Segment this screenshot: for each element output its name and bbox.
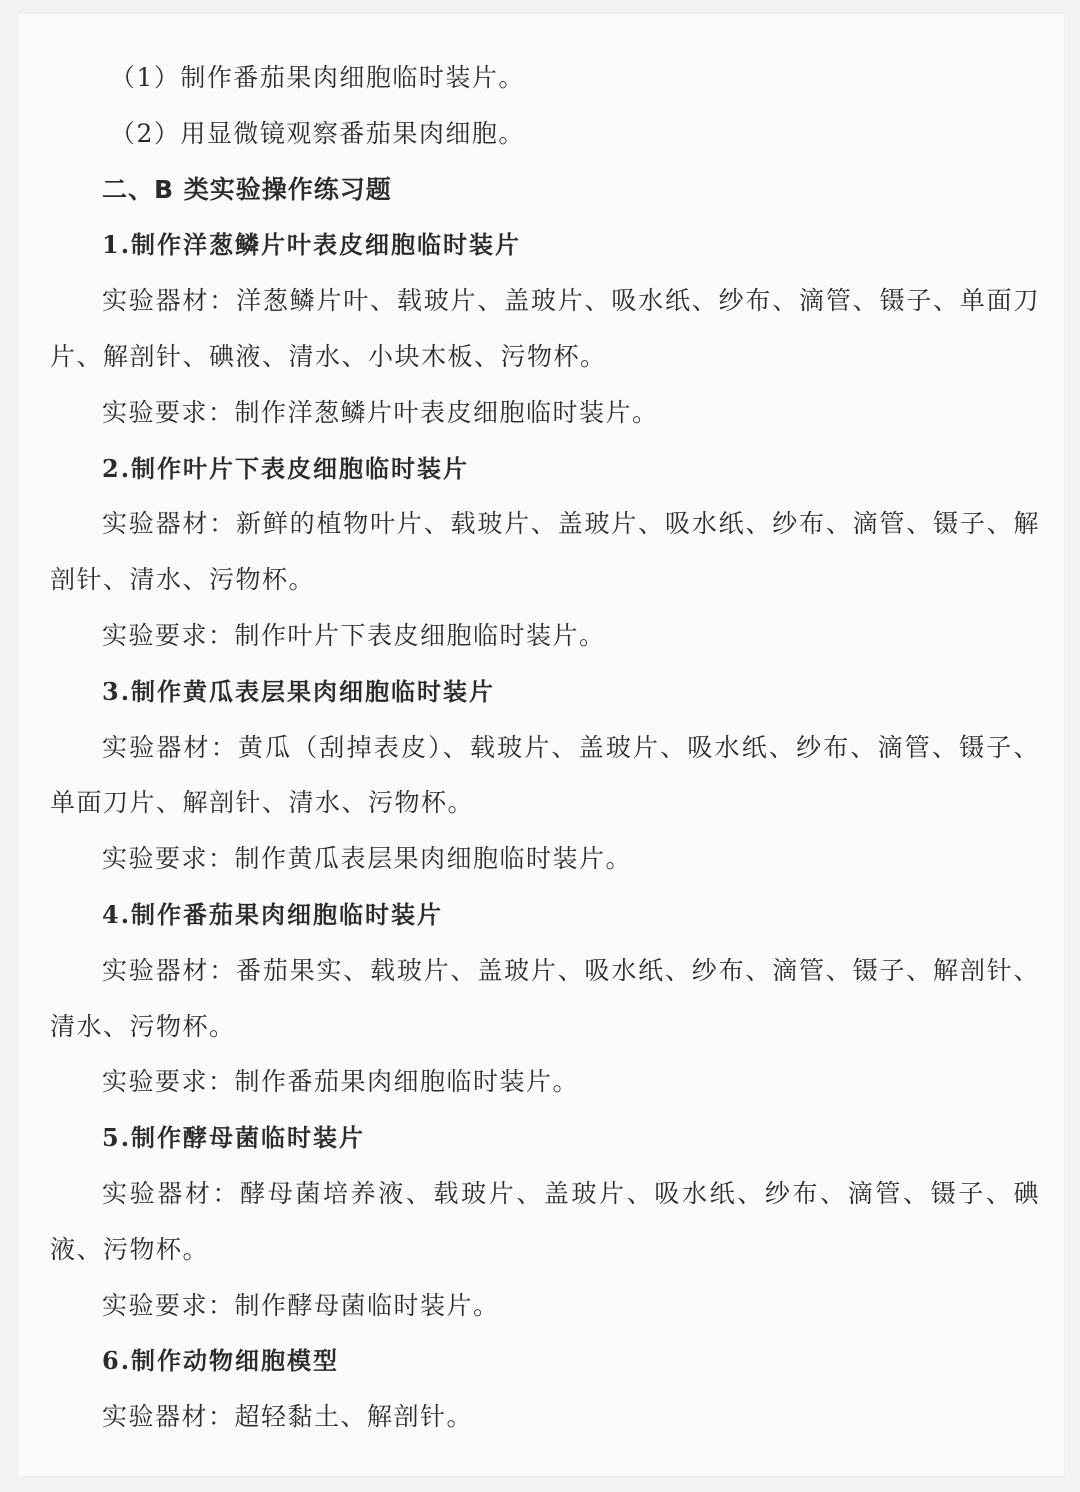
requirement-label: 实验要求：	[102, 397, 235, 427]
materials-text: 洋葱鳞片叶、载玻片、盖玻片、吸水纸、纱布、滴管、镊子、单面刀片、解剖针、碘液、清水、小块木板、污物杯。	[50, 286, 1040, 371]
top-item: （1）制作番茄果肉细胞临时装片。	[110, 63, 525, 92]
requirement-label: 实验要求：	[102, 1290, 235, 1320]
exercise-requirement	[50, 608, 1040, 664]
exercise-title: 3.制作黄瓜表层果肉细胞临时装片	[102, 676, 496, 706]
materials-label: 实验器材：	[102, 732, 238, 762]
exercise-title: 2.制作叶片下表皮细胞临时装片	[102, 453, 470, 483]
exercise-materials	[50, 720, 1040, 832]
materials-label: 实验器材：	[102, 286, 237, 316]
exercise-materials	[50, 496, 1040, 608]
materials-text: 酵母菌培养液、载玻片、盖玻片、吸水纸、纱布、滴管、镊子、碘液、污物杯。	[50, 1178, 1040, 1264]
requirement-text: 制作番茄果肉细胞临时装片。	[234, 1067, 580, 1097]
document-body	[50, 50, 1040, 1445]
exercise-title: 4.制作番茄果肉细胞临时装片	[102, 899, 444, 929]
materials-text: 番茄果实、载玻片、盖玻片、吸水纸、纱布、滴管、镊子、解剖针、清水、污物杯。	[50, 955, 1040, 1041]
materials-text: 黄瓜（刮掉表皮）、载玻片、盖玻片、吸水纸、纱布、滴管、镊子、单面刀片、解剖针、清水、污物杯。	[50, 732, 1040, 818]
section-title: 二、B 类实验操作练习题	[102, 174, 392, 204]
exercise-materials	[50, 1166, 1040, 1278]
materials-label: 实验器材：	[102, 955, 237, 985]
exercise-title: 5.制作酵母菌临时装片	[102, 1123, 366, 1153]
requirement-label: 实验要求：	[102, 620, 235, 650]
exercise-materials	[50, 273, 1040, 385]
materials-label: 实验器材：	[102, 1402, 235, 1432]
requirement-label: 实验要求：	[102, 1067, 235, 1097]
requirement-text: 制作酵母菌临时装片。	[234, 1290, 500, 1320]
materials-label: 实验器材：	[102, 1178, 241, 1208]
exercise-materials	[50, 943, 1040, 1055]
exercise-requirement	[50, 385, 1040, 441]
exercise-requirement	[50, 831, 1040, 887]
materials-text: 超轻黏土、解剖针。	[234, 1402, 474, 1432]
requirement-text: 制作黄瓜表层果肉细胞临时装片。	[234, 844, 633, 874]
exercise-requirement	[50, 1278, 1040, 1334]
top-item: （2）用显微镜观察番茄果肉细胞。	[110, 118, 525, 148]
materials-label: 实验器材：	[102, 509, 237, 539]
requirement-label: 实验要求：	[102, 844, 235, 874]
exercise-title: 6.制作动物细胞模型	[102, 1346, 340, 1376]
exercise-materials	[50, 1389, 1040, 1445]
document-page	[18, 14, 1064, 1476]
requirement-text: 制作叶片下表皮细胞临时装片。	[234, 620, 606, 650]
exercise-requirement	[50, 1054, 1040, 1110]
exercise-title: 1.制作洋葱鳞片叶表皮细胞临时装片	[102, 230, 522, 260]
materials-text: 新鲜的植物叶片、载玻片、盖玻片、吸水纸、纱布、滴管、镊子、解剖针、清水、污物杯。	[50, 509, 1040, 595]
requirement-text: 制作洋葱鳞片叶表皮细胞临时装片。	[234, 397, 659, 427]
